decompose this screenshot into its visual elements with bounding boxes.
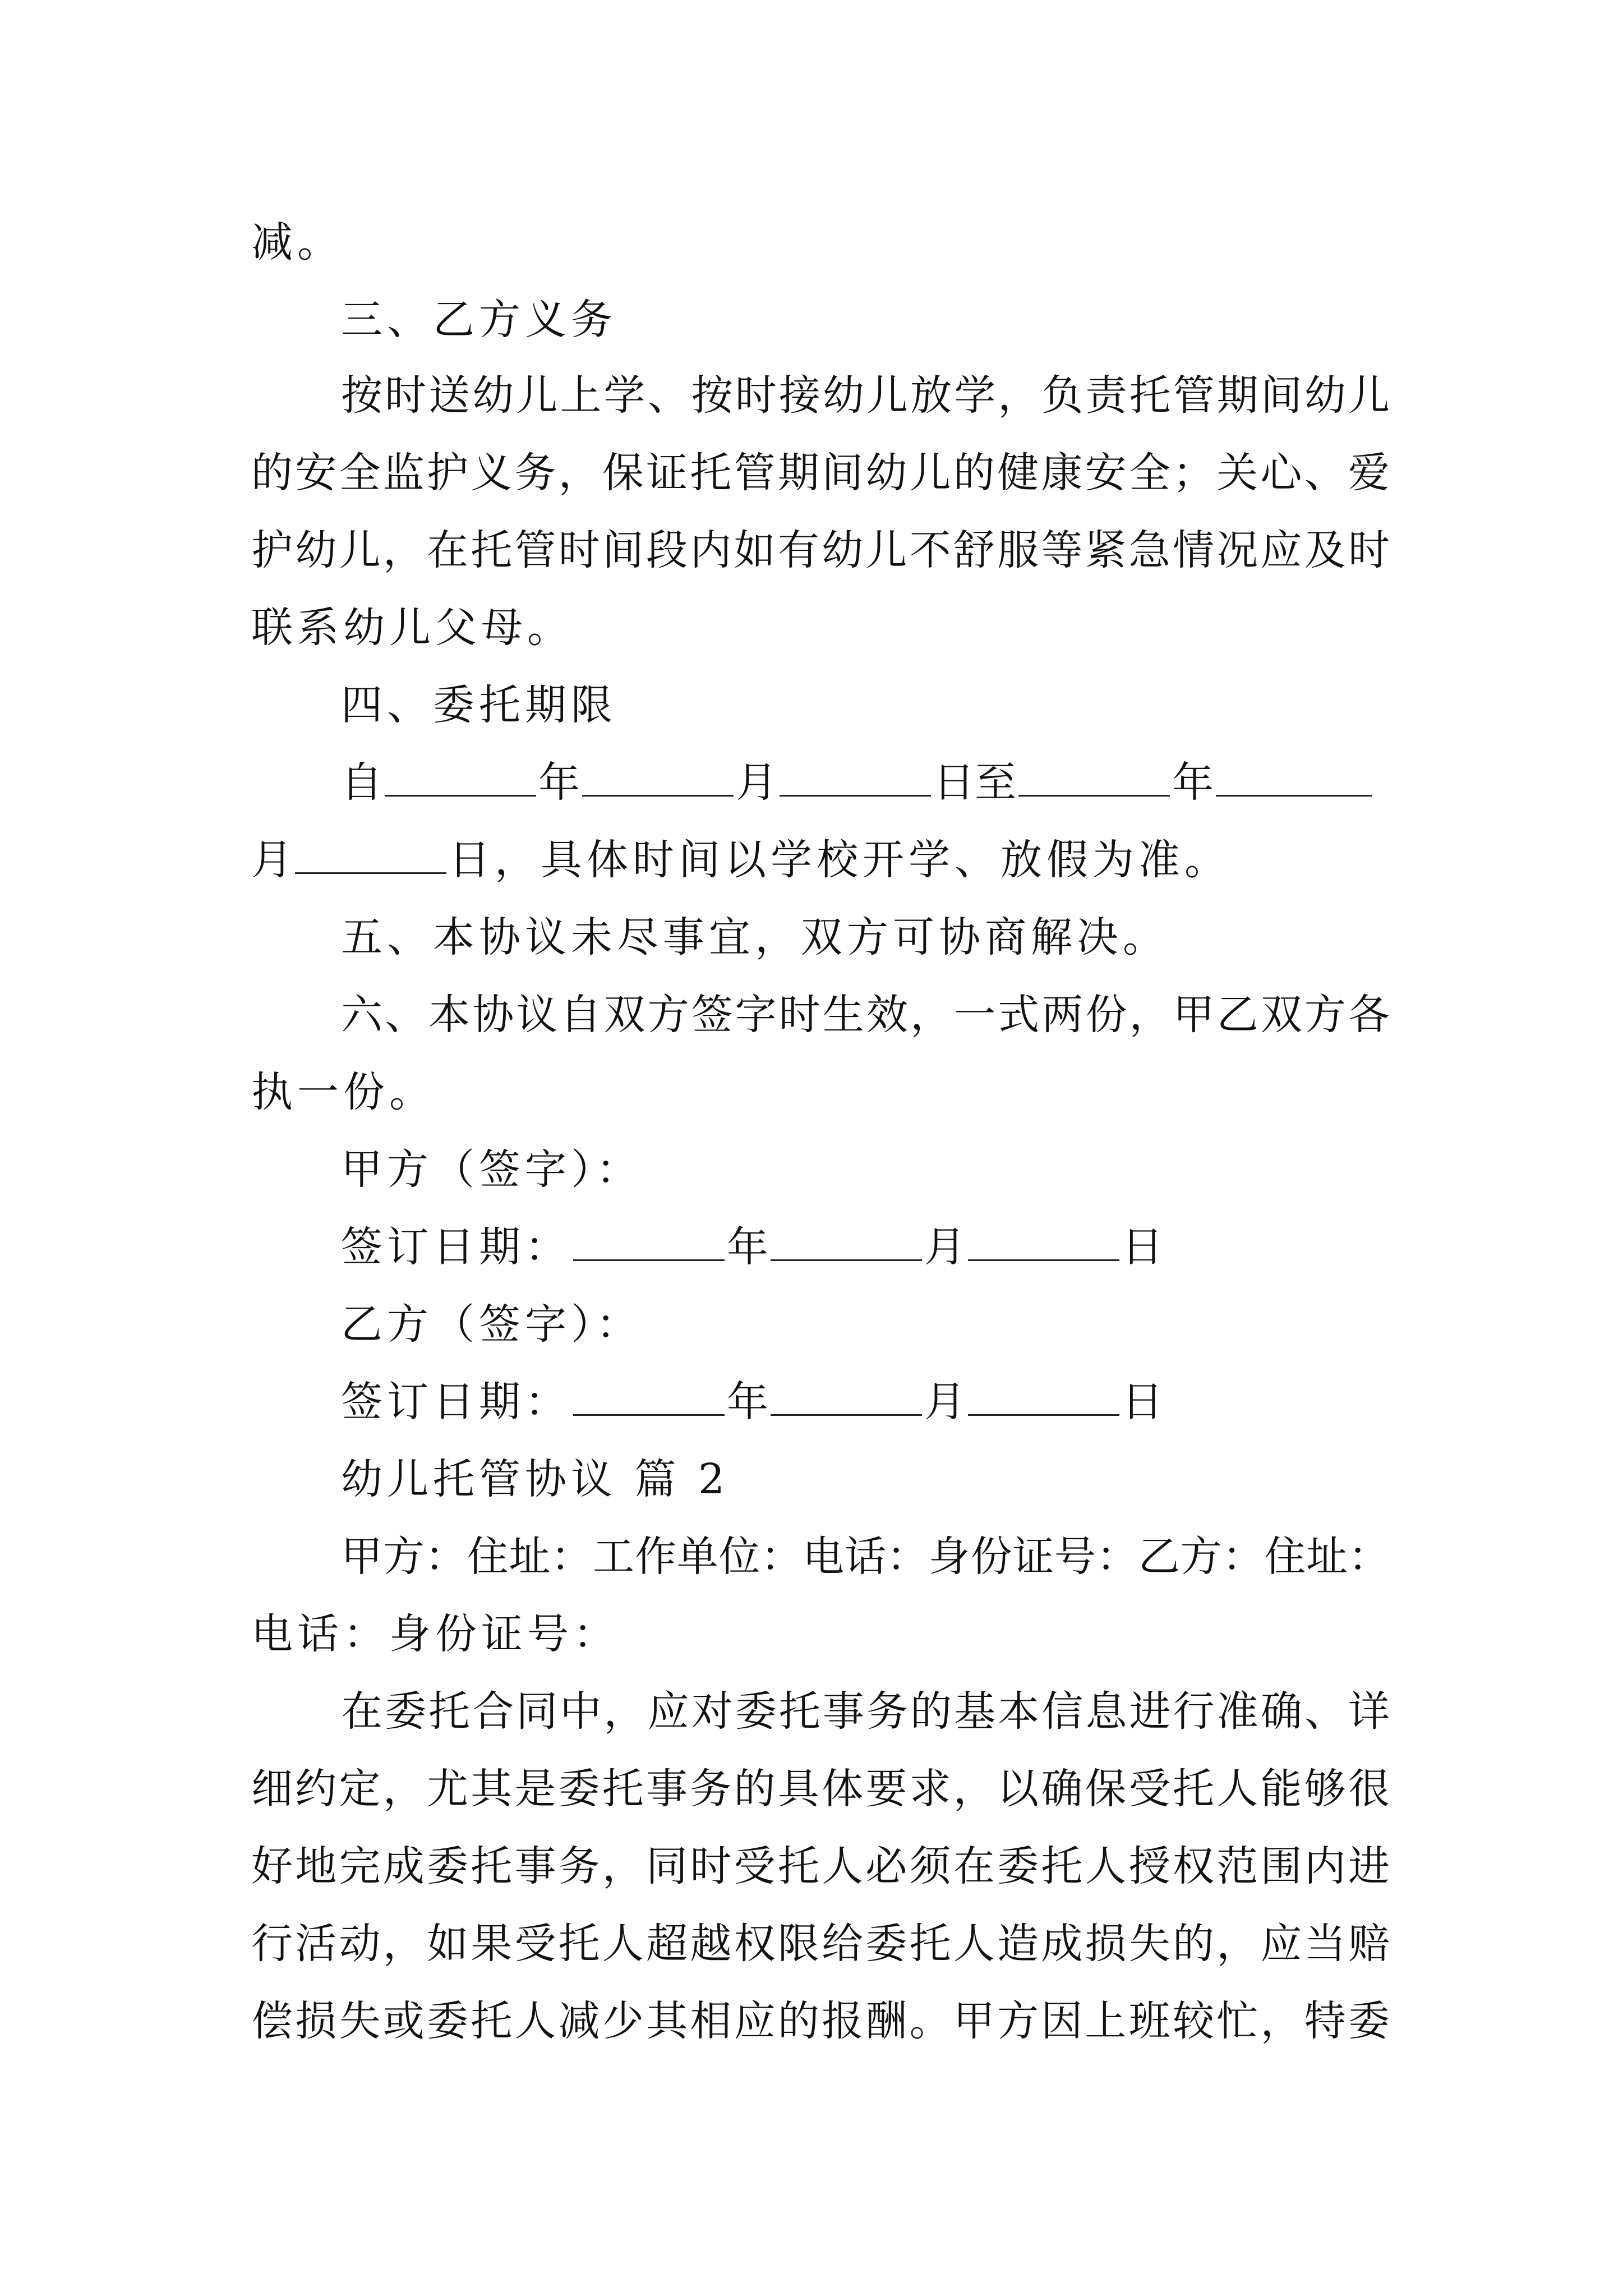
signing-date-label: 签订日期： [341, 1223, 571, 1271]
period-day-rest: 日，具体时间以学校开学、放假为准。 [449, 836, 1230, 884]
paragraph-line: 行活动，如果受托人超越权限给委托人造成损失的，应当赔 [251, 1920, 1390, 1968]
signing-date-label: 签订日期： [341, 1378, 571, 1426]
blank-field[interactable] [573, 1379, 725, 1416]
period-day-to-label: 日至 [933, 758, 1016, 807]
blank-field[interactable] [573, 1225, 725, 1261]
paragraph-line: 在委托合同中，应对委托事务的基本信息进行准确、详 [341, 1687, 1390, 1736]
sign-month-label: 月 [924, 1378, 966, 1426]
paragraph-line: 好地完成委托事务，同时受托人必须在委托人授权范围内进 [251, 1842, 1390, 1890]
sign-year-label: 年 [727, 1223, 768, 1271]
paragraph-line: 执一份。 [251, 1068, 435, 1116]
blank-field[interactable] [295, 838, 446, 874]
sign-month-label: 月 [924, 1223, 966, 1271]
signing-date-line [341, 1374, 1390, 1430]
blank-field[interactable] [771, 1225, 922, 1261]
sign-year-label: 年 [727, 1378, 768, 1426]
party-b-signature-label: 乙方（签字）： [341, 1300, 642, 1349]
blank-field[interactable] [1216, 760, 1372, 797]
blank-field[interactable] [968, 1379, 1119, 1416]
paragraph-line: 偿损失或委托人减少其相应的报酬。甲方因上班较忙，特委 [251, 1997, 1390, 2045]
paragraph-line: 减。 [251, 218, 343, 266]
section-heading: 四、委托期限 [341, 681, 617, 729]
period-month-label: 月 [736, 758, 777, 807]
party-a-signature-label: 甲方（签字）： [341, 1145, 642, 1194]
blank-field[interactable] [1018, 760, 1170, 797]
period-month-label: 月 [251, 836, 293, 884]
blank-field[interactable] [968, 1225, 1119, 1261]
article-title: 幼儿托管协议 篇 2 [341, 1455, 730, 1503]
paragraph-line: 的安全监护义务，保证托管期间幼儿的健康安全；关心、爱 [251, 449, 1390, 497]
paragraph-line: 按时送幼儿上学、按时接幼儿放学，负责托管期间幼儿 [341, 371, 1390, 420]
paragraph-line: 细约定，尤其是委托事务的具体要求，以确保受托人能够很 [251, 1765, 1390, 1813]
paragraph-line: 联系幼儿父母。 [251, 604, 573, 652]
paragraph-line: 六、本协议自双方签字时生效，一式两份，甲乙双方各 [341, 991, 1390, 1039]
sign-day-label: 日 [1122, 1378, 1163, 1426]
period-line [341, 754, 1390, 811]
period-year-label: 年 [1172, 758, 1214, 807]
section-heading: 三、乙方义务 [341, 296, 617, 344]
blank-field[interactable] [780, 760, 931, 797]
period-year-label: 年 [538, 758, 580, 807]
paragraph-line: 甲方：住址：工作单位：电话：身份证号：乙方：住址： [341, 1533, 1390, 1581]
sign-day-label: 日 [1122, 1223, 1163, 1271]
blank-field[interactable] [385, 760, 536, 797]
signing-date-line [341, 1219, 1390, 1275]
blank-field[interactable] [771, 1379, 922, 1416]
paragraph-line: 电话：身份证号： [251, 1610, 619, 1658]
period-line [251, 832, 1390, 888]
period-from-label: 自 [341, 758, 382, 807]
paragraph-line: 五、本协议未尽事宜，双方可协商解决。 [341, 913, 1169, 961]
paragraph-line: 护幼儿，在托管时间段内如有幼儿不舒服等紧急情况应及时 [251, 526, 1390, 574]
blank-field[interactable] [582, 760, 734, 797]
